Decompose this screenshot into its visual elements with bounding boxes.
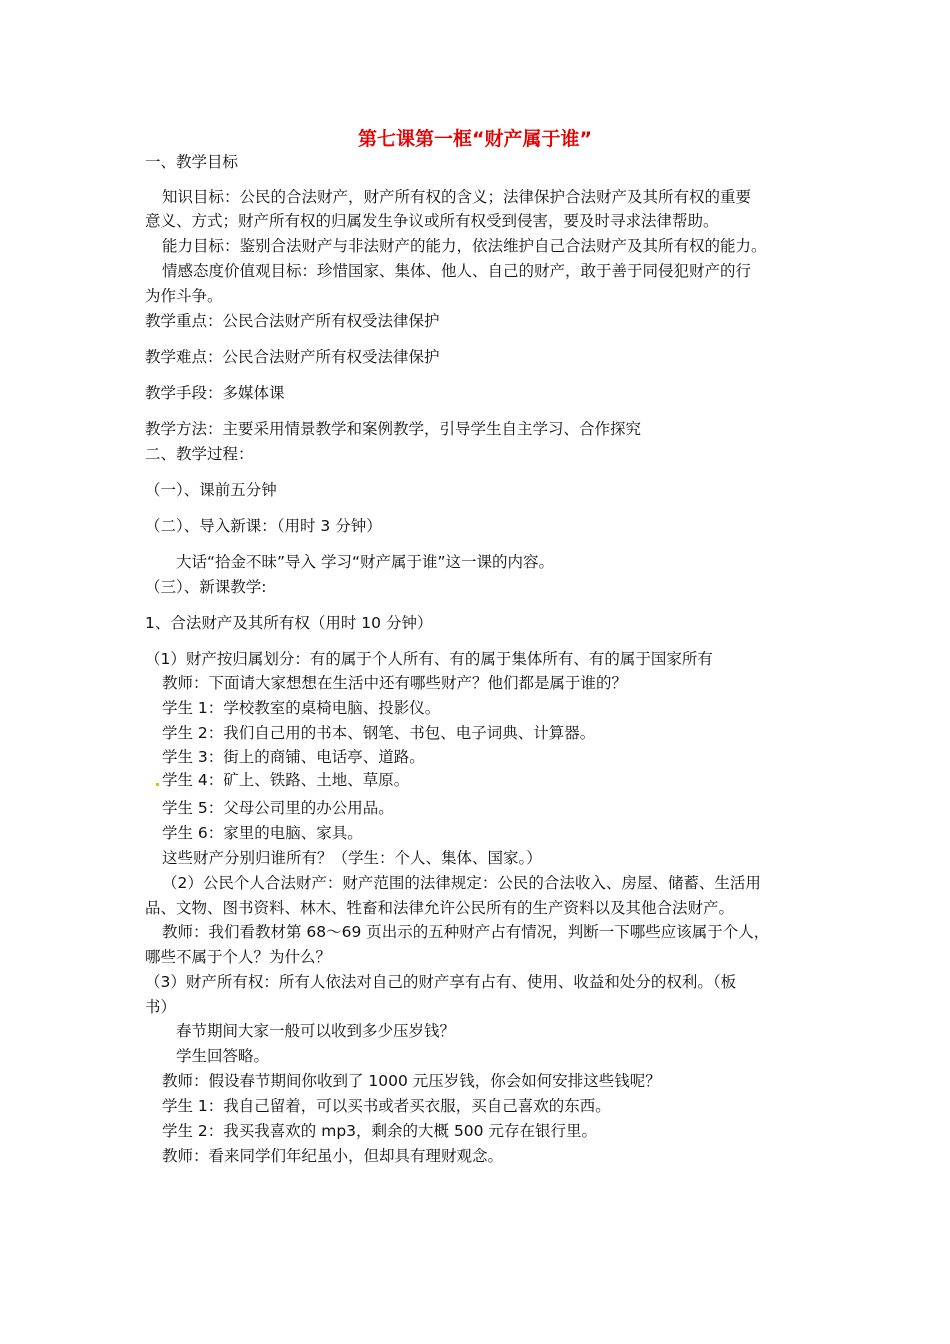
dialogue-line: 学生 1：我自己留着，可以买书或者买衣服，买自己喜欢的东西。 <box>162 1097 611 1115</box>
paragraph-line: （3）财产所有权：所有人依法对自己的财产享有占有、使用、收益和处分的权利。（板 <box>145 973 737 991</box>
dialogue-line: 教师：我们看教材第 68～69 页出示的五种财产占有情况，判断一下哪些应该属于个人， <box>162 923 770 941</box>
paragraph-line: 书） <box>145 998 177 1016</box>
dialogue-line: 学生 2：我们自己用的书本、钢笔、书包、电子词典、计算器。 <box>162 724 596 742</box>
section-heading-process: 二、教学过程： <box>145 445 254 463</box>
dialogue-line: 春节期间大家一般可以收到多少压岁钱？ <box>176 1022 456 1040</box>
paragraph-line: （1）财产按归属划分：有的属于个人所有、有的属于集体所有、有的属于国家所有 <box>145 650 713 668</box>
paragraph-line: 能力目标：鉴别合法财产与非法财产的能力，依法维护自己合法财产及其所有权的能力。 <box>162 237 767 255</box>
paragraph-line: 大话“拾金不昧”导入 学习“财产属于谁”这一课的内容。 <box>176 553 555 571</box>
paragraph-line: （2）公民个人合法财产：财产范围的法律规定：公民的合法收入、房屋、储蓄、生活用 <box>162 874 761 892</box>
dialogue-line: 教师：看来同学们年纪虽小，但却具有理财观念。 <box>162 1147 504 1165</box>
dialogue-line: 学生 6：家里的电脑、家具。 <box>162 824 363 842</box>
dialogue-line: 学生 3：街上的商铺、电话亭、道路。 <box>162 748 425 766</box>
subsection-heading: （一）、课前五分钟 <box>145 481 277 499</box>
paragraph-line: 为作斗争。 <box>145 287 223 305</box>
paragraph-line: 意义、方式；财产所有权的归属发生争议或所有权受到侵害，要及时寻求法律帮助。 <box>145 212 719 230</box>
document-title: 第七课第一框“财产属于谁” <box>358 128 592 150</box>
section-heading-objectives: 一、教学目标 <box>145 153 239 171</box>
teaching-difficulty: 教学难点：公民合法财产所有权受法律保护 <box>145 348 440 366</box>
paragraph-line: 知识目标：公民的合法财产，财产所有权的含义；法律保护合法财产及其所有权的重要 <box>162 188 752 206</box>
dialogue-line: 教师：假设春节期间你收到了 1000 元压岁钱，你会如何安排这些钱呢？ <box>162 1072 661 1090</box>
subsection-heading: （三）、新课教学: <box>145 578 267 596</box>
subsection-heading: （二）、导入新课：（用时 3 分钟） <box>145 517 382 535</box>
dialogue-line: 学生 4：矿上、铁路、土地、草原。 <box>162 771 410 789</box>
teaching-focus: 教学重点：公民合法财产所有权受法律保护 <box>145 312 440 330</box>
dialogue-line: 教师：下面请大家想想在生活中还有哪些财产？他们都是属于谁的？ <box>162 674 628 692</box>
dialogue-line: 学生回答略。 <box>176 1047 270 1065</box>
teaching-means: 教学手段：多媒体课 <box>145 384 285 402</box>
stray-mark <box>156 783 159 786</box>
paragraph-line: 品、文物、图书资料、林木、牲畜和法律允许公民所有的生产资料以及其他合法财产。 <box>145 899 735 917</box>
dialogue-line: 这些财产分别归谁所有？（学生：个人、集体、国家。） <box>162 849 542 867</box>
dialogue-line: 学生 5：父母公司里的办公用品。 <box>162 799 394 817</box>
teaching-method: 教学方法：主要采用情景教学和案例教学，引导学生自主学习、合作探究 <box>145 420 642 438</box>
dialogue-line: 学生 1：学校教室的桌椅电脑、投影仪。 <box>162 699 441 717</box>
paragraph-line: 情感态度价值观目标：珍惜国家、集体、他人、自己的财产，敢于善于同侵犯财产的行 <box>162 262 752 280</box>
topic-heading: 1、合法财产及其所有权（用时 10 分钟） <box>145 614 433 632</box>
dialogue-line: 哪些不属于个人？为什么？ <box>145 948 332 966</box>
dialogue-line: 学生 2：我买我喜欢的 mp3，剩余的大概 500 元存在银行里。 <box>162 1122 597 1140</box>
